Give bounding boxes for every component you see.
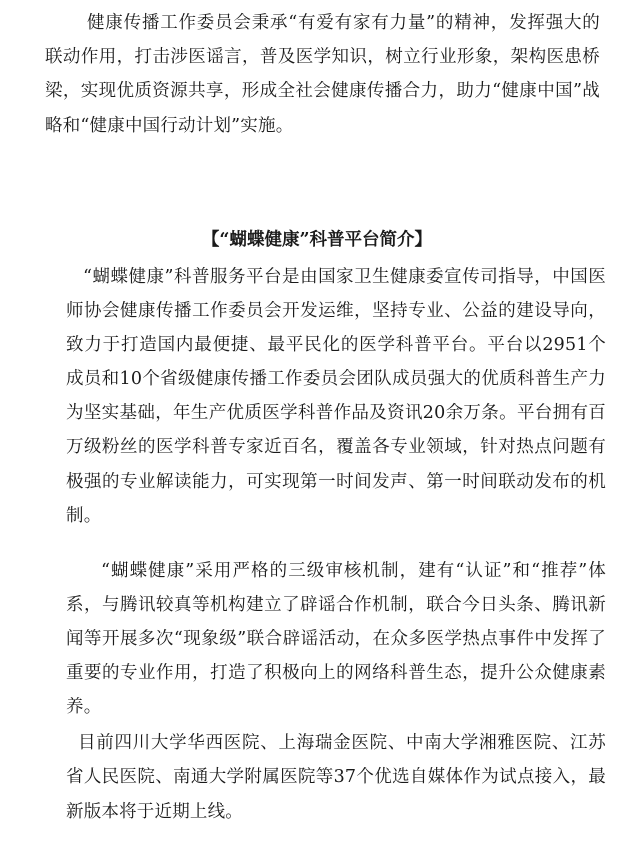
intro-paragraph: 健康传播工作委员会秉承“有爱有家有力量”的精神，发挥强大的联动作用，打击涉医谣言，普及医学知识，树立行业形象，架构医患桥梁，实现优质资源共享，形成全社会健康传播合力，助力“健康中国”战略和“健康中国行动计划”实施。 <box>45 13 600 136</box>
body-paragraph: “蝴蝶健康”采用严格的三级审核机制，建有“认证”和“推荐”体系，与腾讯较真等机构建立了辟谣合作机制，联合今日头条、腾讯新闻等开展多次“现象级”联合辟谣活动，在众多医学热点事件中发挥了重要的专业作用，打造了积极向上的网络科普生态，提升公众健康素养。 <box>66 561 606 718</box>
body-paragraph: “蝴蝶健康”科普服务平台是由国家卫生健康委宣传司指导，中国医师协会健康传播工作委员会开发运维，坚持专业、公益的建设导向，致力于打造国内最便捷、最平民化的医学科普平台。平台以2951个成员和10个省级健康传播工作委员会团队成员强大的优质科普生产力为坚实基础，年生产优质医学科普作品及资讯20余万条。平台拥有百万级粉丝的医学科普专家近百名，覆盖各专业领域，针对热点问题有极强的专业解读能力，可实现第一时间发声、第一时间联动发布的机制。 <box>66 267 606 526</box>
body-paragraph: 目前四川大学华西医院、上海瑞金医院、中南大学湘雅医院、江苏省人民医院、南通大学附属医院等37个优选自媒体作为试点接入，最新版本将于近期上线。 <box>66 733 606 822</box>
section-heading: 【“蝴蝶健康”科普平台简介】 <box>201 230 433 250</box>
